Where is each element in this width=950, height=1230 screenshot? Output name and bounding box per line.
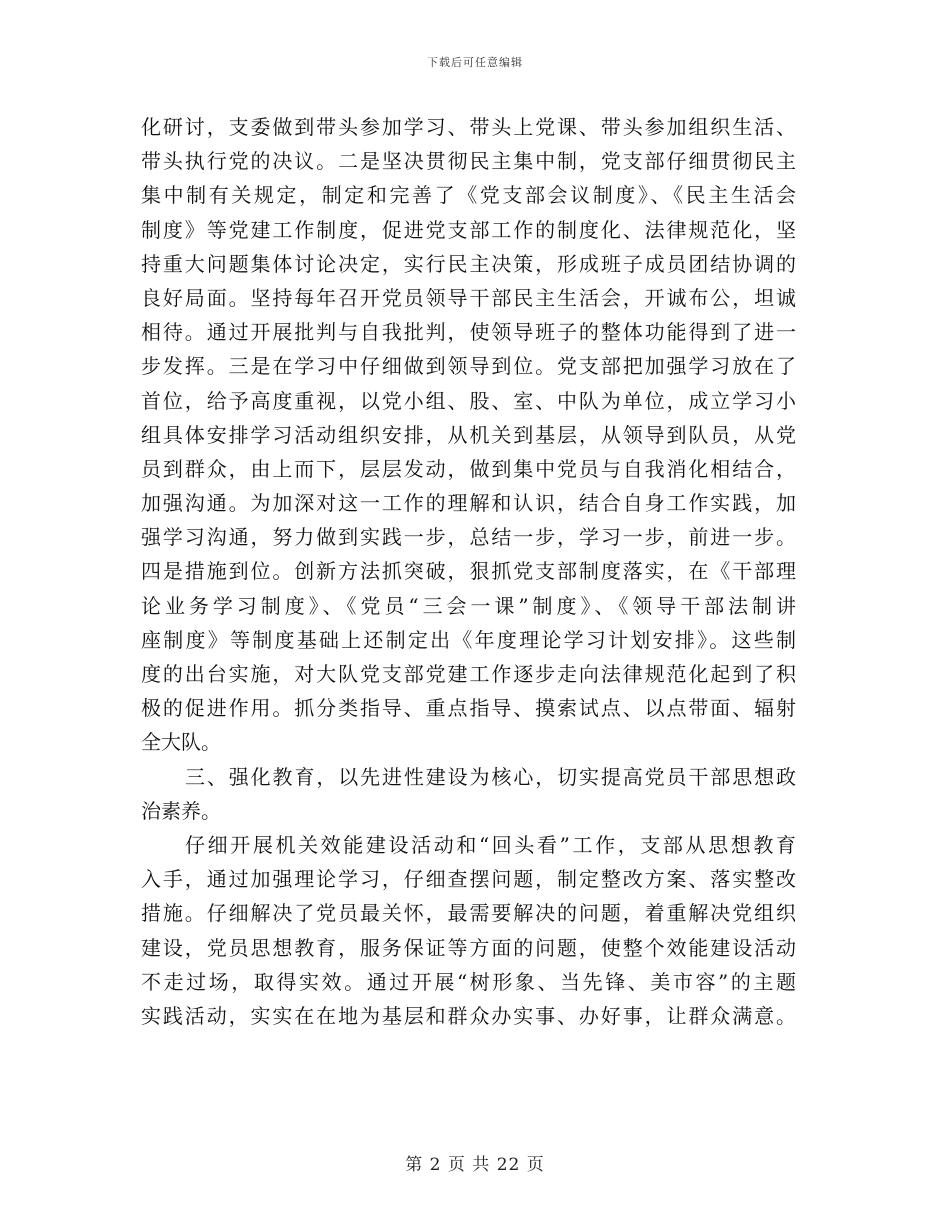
text-line: 制度》等党建工作制度，促进党支部工作的制度化、法律规范化，坚 [141,217,796,242]
text-line: 持重大问题集体讨论决定，实行民主决策，形成班子成员团结协调的 [141,251,796,276]
text-line: 加强沟通。为加深对这一工作的理解和认识，结合自身工作实践，加 [141,491,796,516]
text-line: 实践活动，实实在在地为基层和群众办实事、办好事，让群众满意。 [141,1003,796,1028]
text-line: 全大队。 [141,730,221,755]
text-line: 四是措施到位。创新方法抓突破，狠抓党支部制度落实，在《干部理 [141,559,796,584]
text-line: 度的出台实施，对大队党支部党建工作逐步走向法律规范化起到了积 [141,662,796,686]
paragraph-1 [141,110,796,760]
text-line: 良好局面。坚持每年召开党员领导干部民主生活会，开诚布公，坦诚 [141,285,796,310]
text-line: 三、强化教育，以先进性建设为核心，切实提高党员干部思想政 [185,764,796,789]
document-body [141,110,796,1033]
section-heading-3 [141,760,796,828]
paragraph-3 [141,828,796,1033]
text-line: 化研讨，支委做到带头参加学习、带头上党课、带头参加组织生活、 [141,115,796,139]
text-line: 座制度》等制度基础上还制定出《年度理论学习计划安排》。这些制 [141,627,796,652]
text-line: 组具体安排学习活动组织安排，从机关到基层，从领导到队员，从党 [141,422,796,447]
text-line: 步发挥。三是在学习中仔细做到领导到位。党支部把加强学习放在了 [141,354,796,379]
page-number-footer: 第 2 页 共 22 页 [405,1155,545,1175]
text-line: 措施。仔细解决了党员最关怀，最需要解决的问题，着重解决党组织 [141,901,796,926]
text-line: 建设，党员思想教育，服务保证等方面的问题，使整个效能建设活动 [141,935,796,960]
text-line: 治素养。 [141,798,221,823]
text-line: 首位，给予高度重视，以党小组、股、室、中队为单位，成立学习小 [141,388,796,413]
text-line: 集中制有关规定，制定和完善了《党支部会议制度》、《民主生活会 [141,183,796,208]
text-line: 仔细开展机关效能建设活动和“回头看”工作，支部从思想教育 [185,832,796,857]
text-line: 员到群众，由上而下，层层发动，做到集中党员与自我消化相结合， [141,456,796,481]
text-line: 论业务学习制度》、《党员“三会一课”制度》、《领导干部法制讲 [141,593,796,618]
text-line: 极的促进作用。抓分类指导、重点指导、摸索试点、以点带面、辐射 [141,696,796,721]
text-line: 不走过场，取得实效。通过开展“树形象、当先锋、美市容”的主题 [141,969,796,994]
text-line: 带头执行党的决议。二是坚决贯彻民主集中制，党支部仔细贯彻民主 [141,149,796,174]
page-header: 下载后可任意编辑 [427,56,523,69]
text-line: 相待。通过开展批判与自我批判，使领导班子的整体功能得到了进一 [141,320,796,345]
text-line: 强学习沟通，努力做到实践一步，总结一步，学习一步，前进一步。 [141,525,796,550]
text-line: 入手，通过加强理论学习，仔细查摆问题，制定整改方案、落实整改 [141,867,796,892]
